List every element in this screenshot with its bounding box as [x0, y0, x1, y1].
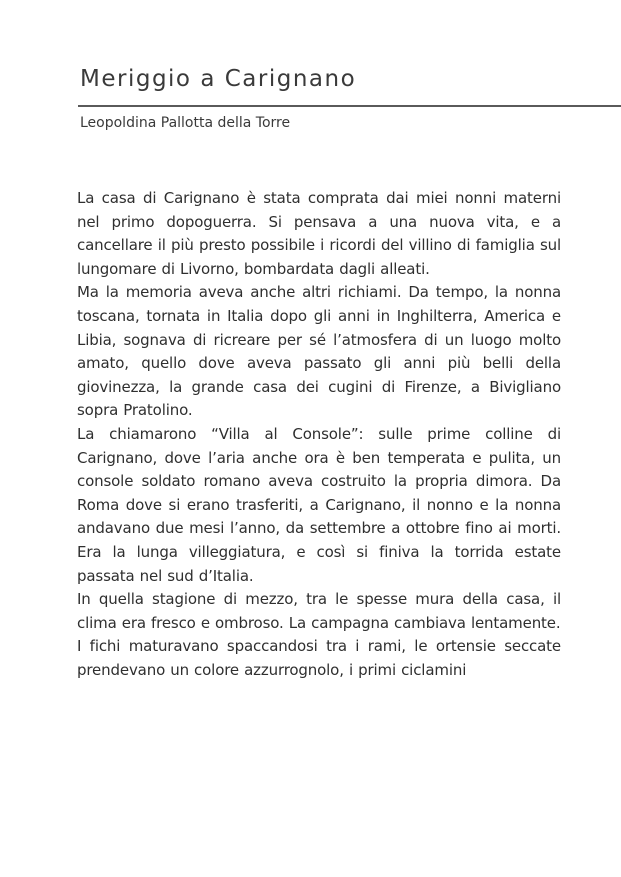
paragraph-4: In quella stagione di mezzo, tra le spesse mura della casa, il clima era fresco e ombroso. La campagna cambiava lentamente.	[77, 590, 561, 632]
paragraph-3: La chiamarono “Villa al Console”: sulle prime colline di Carignano, dove l’aria anche ora è ben temperata e pulita, un console soldato romano aveva costruito la propria dimora. Da Roma dove si erano trasferiti, a Carignano, il nonno e la nonna andavano due mesi l’anno, da settembre a ottobre fino ai morti. Era la lunga villeggiatura, e così si finiva la torrida estate passata nel sud d’Italia.	[77, 424, 561, 585]
article-body	[77, 187, 561, 682]
page-title: Meriggio a Carignano	[80, 66, 357, 92]
paragraph-1: La casa di Carignano è stata comprata dai miei nonni materni nel primo dopoguerra. Si pensava a una nuova vita, e a cancellare il più presto possibile i ricordi del villino di famiglia sul lungomare di Livorno, bombardata dagli alleati.	[77, 189, 561, 278]
author-name: Leopoldina Pallotta della Torre	[80, 115, 291, 131]
title-divider	[78, 105, 621, 107]
paragraph-5: I fichi maturavano spaccandosi tra i rami, le ortensie seccate prendevano un colore azzurrognolo, i primi ciclamini	[77, 637, 561, 679]
paragraph-2: Ma la memoria aveva anche altri richiami. Da tempo, la nonna toscana, tornata in Italia dopo gli anni in Inghilterra, America e Libia, sognava di ricreare per sé l’atmosfera di un luogo molto amato, quello dove aveva passato gli anni più belli della giovinezza, la grande casa dei cugini di Firenze, a Bivigliano sopra Pratolino.	[77, 283, 561, 420]
